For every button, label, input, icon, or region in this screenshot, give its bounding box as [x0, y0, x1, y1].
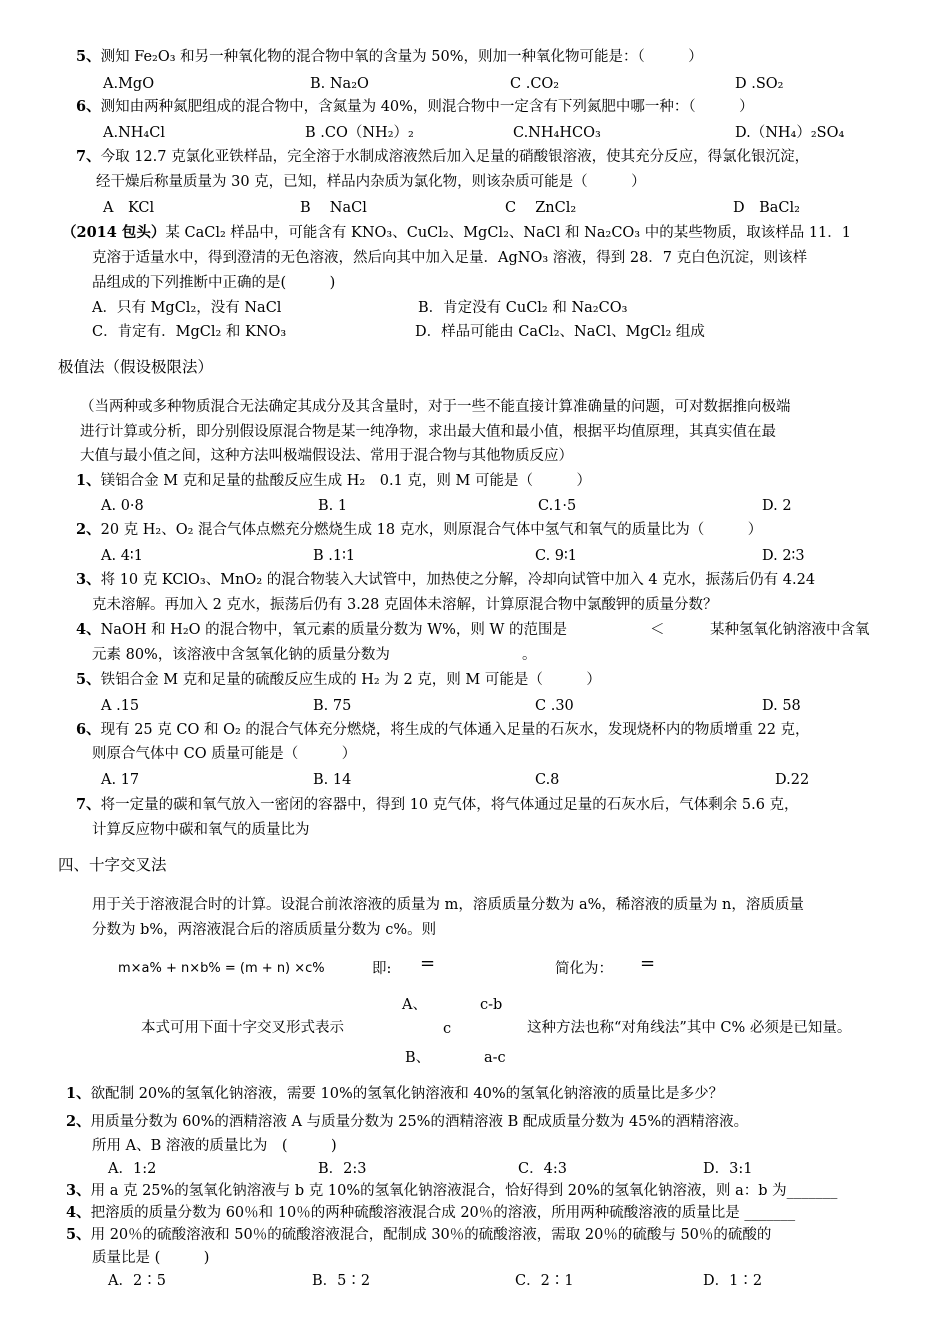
section-intro-line-1: （当两种或多种物质混合无法确定其成分及其含量时，对于一些不能直接计算准确量的问题，可对数据推向极端 — [80, 399, 791, 415]
option-c: C .30 — [535, 698, 574, 714]
option-a: A.MgO — [103, 76, 155, 92]
option-a: A. 17 — [101, 772, 140, 788]
option-b: B. 14 — [313, 772, 352, 788]
question-2014-line-2: 克溶于适量水中，得到澄清的无色溶液，然后向其中加入足量．AgNO₃ 溶液，得到 28．7 克白色沉淀，则该样 — [92, 250, 808, 266]
cross-label-b: B、 — [405, 1050, 431, 1066]
extreme-question-7-line-1 — [76, 795, 799, 815]
question-text: 某 CaCl₂ 样品中，可能含有 KNO₃、CuCl₂、MgCl₂、NaCl 和 Na₂CO₃ 中的某些物质，取该样品 11．1 — [165, 225, 852, 241]
question-text: 20 克 H₂、O₂ 混合气体点燃充分燃烧生成 18 克水，则原混合气体中氢气和氧气的质量比为（ ） — [100, 522, 763, 538]
question-source-tag: （2014 包头） — [62, 224, 166, 241]
question-number: 7、 — [76, 148, 101, 165]
question-number: 1、 — [76, 472, 101, 489]
question-number: 5、 — [76, 48, 101, 65]
option-c: C ZnCl₂ — [505, 200, 577, 216]
option-d: D .SO₂ — [735, 76, 784, 92]
option-b: B．5∶2 — [312, 1273, 371, 1289]
section-intro-line-2: 进行计算或分析，即分别假设原混合物是某一纯净物，求出最大值和最小值，根据平均值原理，其真实值在最 — [80, 424, 776, 440]
option-d: D. 2 — [762, 498, 792, 514]
section-heading-cross: 四、十字交叉法 — [58, 856, 167, 874]
extreme-question-1 — [76, 471, 591, 491]
section-intro-line-3: 大值与最小值之间，这种方法叫极端假设法、常用于混合物与其他物质反应） — [80, 448, 573, 464]
option-d: D．样品可能由 CaCl₂、NaCl、MgCl₂ 组成 — [415, 324, 705, 340]
question-5-stem — [76, 47, 703, 67]
option-c: C .CO₂ — [510, 76, 560, 92]
question-text: 欲配制 20%的氢氧化钠溶液，需要 10%的氢氧化钠溶液和 40%的氢氧化钠溶液的质量比是多少？ — [90, 1086, 724, 1102]
question-text: 测知 Fe₂O₃ 和另一种氧化物的混合物中氧的含量为 50%，则加一种氧化物可能是：（ ） — [100, 49, 703, 65]
option-a: A.NH₄Cl — [103, 125, 165, 141]
cross-intro-line-1: 用于关于溶液混合时的计算。设混合前浓溶液的质量为 m，溶质质量分数为 a%，稀溶液的质量为 n，溶质质量 — [92, 897, 804, 913]
question-number: 3、 — [66, 1182, 91, 1199]
extreme-question-4-line-1b: 某种氢氧化钠溶液中含氧 — [710, 622, 870, 638]
cross-label-a: A、 — [402, 997, 427, 1013]
extreme-question-4-line-1 — [76, 620, 567, 640]
question-2014-line-3: 品组成的下列推断中正确的是( ) — [92, 275, 336, 291]
option-d: D．1∶2 — [703, 1273, 763, 1289]
cross-question-1 — [66, 1084, 723, 1104]
option-a: A. 0·8 — [101, 498, 144, 514]
question-6-stem — [76, 97, 754, 117]
cross-label-a-minus-c: a-c — [484, 1050, 506, 1066]
cross-description: 本式可用下面十字交叉形式表示 — [141, 1020, 344, 1036]
option-b: B NaCl — [300, 200, 367, 216]
question-number: 3、 — [76, 571, 101, 588]
question-text: 现有 25 克 CO 和 O₂ 的混合气体充分燃烧，将生成的气体通入足量的石灰水，发现烧杯内的物质增重 22 克， — [100, 722, 810, 738]
option-a: A. 4∶1 — [101, 548, 143, 564]
option-d: D.22 — [775, 772, 810, 788]
question-text: 用质量分数为 60%的酒精溶液 A 与质量分数为 25%的酒精溶液 B 配成质量分数为 45%的酒精溶液。 — [90, 1114, 749, 1130]
question-text: 镁铝合金 M 克和足量的盐酸反应生成 H₂ 0.1 克，则 M 可能是（ ） — [100, 473, 591, 489]
option-b: B. 1 — [318, 498, 348, 514]
question-text: 将 10 克 KClO₃、MnO₂ 的混合物装入大试管中，加热使之分解，冷却向试管中加入 4 克水，振荡后仍有 4.24 — [100, 572, 816, 588]
sentence-end: 。 — [522, 647, 537, 663]
option-d: D．3:1 — [703, 1161, 753, 1177]
option-a: A．2∶5 — [108, 1273, 166, 1289]
option-d: D BaCl₂ — [733, 200, 800, 216]
cross-question-2-line-2: 所用 A、B 溶液的质量比为 ( ) — [92, 1138, 337, 1154]
question-text: 用 20％的硫酸溶液和 50％的硫酸溶液混合，配制成 30％的硫酸溶液，需取 20％的硫酸与 50％的硫酸的 — [90, 1227, 772, 1243]
question-number: 2、 — [66, 1113, 91, 1130]
option-b: B. Na₂O — [310, 76, 369, 92]
option-b: B .CO（NH₂）₂ — [305, 125, 414, 141]
option-c: C．4:3 — [518, 1161, 567, 1177]
option-a: A .15 — [101, 698, 140, 714]
question-number: 4、 — [66, 1204, 91, 1221]
less-than-sign: ＜ — [650, 622, 665, 638]
option-d: D. 2∶3 — [762, 548, 805, 564]
extreme-question-5 — [76, 670, 601, 690]
option-c: C.NH₄HCO₃ — [513, 125, 601, 141]
extreme-question-2 — [76, 520, 762, 540]
option-c: C.1·5 — [538, 498, 577, 514]
mixing-formula: m×a% + n×b% = (m + n) ×c% — [118, 961, 325, 976]
extreme-question-6-line-2: 则原合气体中 CO 质量可能是（ ） — [92, 746, 357, 762]
question-text: 用 a 克 25%的氢氧化钠溶液与 b 克 10%的氢氧化钠溶液混合，恰好得到 20%的氢氧化钠溶液，则 a：b 为_______ — [90, 1183, 838, 1199]
question-2014-line-1 — [62, 223, 851, 243]
question-number: 5、 — [66, 1226, 91, 1243]
extreme-question-6-line-1 — [76, 720, 810, 740]
option-a: A KCl — [103, 200, 155, 216]
cross-question-4 — [66, 1203, 795, 1223]
cross-question-5-line-2: 质量比是 ( ) — [92, 1250, 210, 1266]
question-7-line-2: 经干燥后称量质量为 30 克，已知，样品内杂质为氯化物，则该杂质可能是（ ） — [96, 174, 646, 190]
section-heading-extreme: 极值法（假设极限法） — [58, 358, 214, 376]
cross-method-note: 这种方法也称“对角线法”其中 C% 必须是已知量。 — [527, 1020, 852, 1036]
option-c: C.8 — [535, 772, 560, 788]
option-d: D. 58 — [762, 698, 801, 714]
cross-question-2-line-1 — [66, 1112, 748, 1132]
equals-sign: = — [420, 953, 436, 974]
question-text: NaOH 和 H₂O 的混合物中，氧元素的质量分数为 W%，则 W 的范围是 — [100, 622, 568, 638]
question-7-line-1 — [76, 147, 809, 167]
question-number: 6、 — [76, 721, 101, 738]
option-b: B．肯定没有 CuCl₂ 和 Na₂CO₃ — [418, 300, 628, 316]
option-a: A．只有 MgCl₂，没有 NaCl — [92, 300, 282, 316]
option-c: C．肯定有．MgCl₂ 和 KNO₃ — [92, 324, 287, 340]
cross-intro-line-2: 分数为 b%，两溶液混合后的溶质质量分数为 c%。则 — [92, 922, 437, 938]
question-text: 铁铝合金 M 克和足量的硫酸反应生成的 H₂ 为 2 克，则 M 可能是（ ） — [100, 672, 601, 688]
question-text: 测知由两种氮肥组成的混合物中，含氮量为 40%，则混合物中一定含有下列氮肥中哪一种：（ ） — [100, 99, 754, 115]
extreme-question-3-line-1 — [76, 570, 815, 590]
question-text: 把溶质的质量分数为 60％和 10％的两种硫酸溶液混合成 20％的溶液，所用两种硫酸溶液的质量比是 _______ — [90, 1205, 796, 1221]
option-b: B .1∶1 — [313, 548, 356, 564]
question-number: 7、 — [76, 796, 101, 813]
option-c: C. 9∶1 — [535, 548, 578, 564]
question-number: 2、 — [76, 521, 101, 538]
question-text: 将一定量的碳和氧气放入一密闭的容器中，得到 10 克气体，将气体通过足量的石灰水后，气体剩余 5.6 克， — [100, 797, 799, 813]
cross-label-c: c — [443, 1021, 452, 1037]
extreme-question-7-line-2: 计算反应物中碳和氧气的质量比为 — [92, 822, 310, 838]
option-d: D.（NH₄）₂SO₄ — [735, 125, 845, 141]
option-a: A．1:2 — [108, 1161, 157, 1177]
option-b: B. 75 — [313, 698, 352, 714]
cross-label-c-minus-b: c-b — [480, 997, 503, 1013]
extreme-question-3-line-2: 克未溶解。再加入 2 克水，振荡后仍有 3.28 克固体未溶解，计算原混合物中氯酸钾的质量分数？ — [92, 597, 718, 613]
extreme-question-4-line-2: 元素 80%，该溶液中含氢氧化钠的质量分数为 — [92, 647, 390, 663]
question-number: 6、 — [76, 98, 101, 115]
option-c: C．2∶1 — [515, 1273, 574, 1289]
formula-ji-label: 即: — [372, 961, 392, 977]
formula-simplify-label: 简化为： — [555, 961, 613, 977]
question-number: 4、 — [76, 621, 101, 638]
question-number: 5、 — [76, 671, 101, 688]
equals-sign: = — [640, 953, 656, 974]
question-text: 今取 12.7 克氯化亚铁样品，完全溶于水制成溶液然后加入足量的硝酸银溶液，使其充分反应，得氯化银沉淀， — [100, 149, 810, 165]
question-number: 1、 — [66, 1085, 91, 1102]
option-b: B．2:3 — [318, 1161, 367, 1177]
cross-question-5-line-1 — [66, 1225, 771, 1245]
cross-question-3 — [66, 1181, 837, 1201]
